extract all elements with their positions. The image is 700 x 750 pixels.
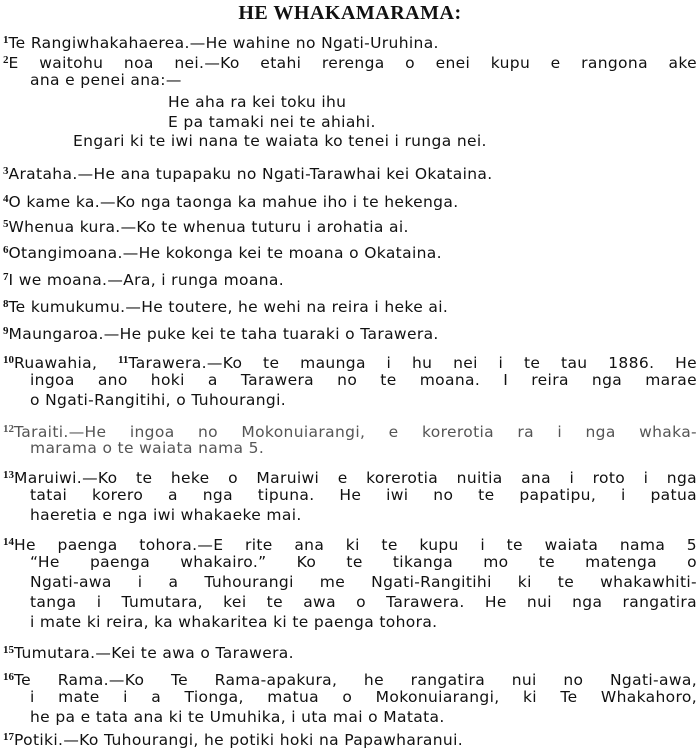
quoted-verse-line: E pa tamaki nei te ahiahi.	[168, 113, 376, 131]
note-line: o Ngati-Rangitihi, o Tuhourangi.	[30, 391, 287, 409]
note-line: $^{14}$He paenga tohora.—E rite ana ki te kupu i te waiata nama 5	[3, 536, 697, 554]
note-line: “He paenga whakairo.” Ko te tikanga mo te matenga o	[30, 553, 697, 571]
note-number: 2	[3, 54, 9, 66]
note-number: 15	[3, 644, 14, 656]
note-line: Engari ki te iwi nana te waiata ko tenei i runga nei.	[73, 132, 487, 150]
quoted-verse-line: He aha ra kei toku ihu	[168, 93, 347, 111]
note-line: $^8$Te kumukumu.—He toutere, he wehi na reira i heke ai.	[3, 298, 449, 316]
note-number: 12	[3, 423, 14, 435]
note-number: 6	[3, 244, 9, 256]
note-line: ingoa ano hoki a Tarawera no te moana. I reira nga marae	[30, 371, 697, 389]
note-line: tanga i Tumutara, kei te awa o Tarawera. He nui nga rangatira	[30, 593, 697, 611]
note-line: $^{12}$Taraiti.—He ingoa no Mokonuiarangi, e korerotia ra i nga whaka-	[3, 423, 697, 441]
note-number: 8	[3, 298, 9, 310]
note-number: 4	[3, 193, 9, 205]
note-line: $^2$E waitohu noa nei.—Ko etahi rerenga o enei kupu e rangona ake	[3, 54, 697, 72]
note-number: 3	[3, 165, 9, 177]
note-line: $^{16}$Te Rama.—Ko Te Rama-apakura, he rangatira nui no Ngati-awa,	[3, 671, 697, 689]
note-line: marama o te waiata nama 5.	[30, 439, 265, 457]
note-line: i mate i a Tionga, matua o Mokonuiarangi, ki Te Whakahoro,	[30, 688, 697, 706]
note-number: 7	[3, 271, 9, 283]
note-line: $^5$Whenua kura.—Ko te whenua tuturu i arohatia ai.	[3, 218, 409, 236]
note-line: $^{17}$Potiki.—Ko Tuhourangi, he potiki hoki na Papawharanui.	[3, 731, 464, 749]
note-number: 11	[118, 354, 129, 366]
note-line: he pa e tata ana ki te Umuhika, i uta mai o Matata.	[30, 708, 445, 726]
note-number: 1	[3, 34, 9, 46]
note-number: 5	[3, 218, 9, 230]
note-line: $^3$Arataha.—He ana tupapaku no Ngati-Tarawhai kei Okataina.	[3, 165, 493, 183]
note-line: $^{10}$Ruawahia, $^{11}$Tarawera.—Ko te maunga i hu nei i te tau 1886. He	[3, 354, 697, 372]
note-line: haeretia e nga iwi whakaeke mai.	[30, 506, 302, 524]
page-title: HE WHAKAMARAMA:	[238, 2, 462, 24]
note-number: 10	[3, 354, 14, 366]
note-number: 13	[3, 469, 14, 481]
note-line: $^7$I we moana.—Ara, i runga moana.	[3, 271, 284, 289]
note-line: $^4$O kame ka.—Ko nga taonga ka mahue iho i te hekenga.	[3, 193, 459, 211]
note-line: $^{15}$Tumutara.—Kei te awa o Tarawera.	[3, 644, 294, 662]
note-number: 16	[3, 671, 14, 683]
note-line: $^9$Maungaroa.—He puke kei te taha tuaraki o Tarawera.	[3, 325, 439, 343]
note-line: $^6$Otangimoana.—He kokonga kei te moana o Okataina.	[3, 244, 442, 262]
note-line: $^{13}$Maruiwi.—Ko te heke o Maruiwi e korerotia nuitia ana i roto i nga	[3, 469, 697, 487]
note-number: 14	[3, 536, 14, 548]
note-line: $^1$Te Rangiwhakahaerea.—He wahine no Ngati-Uruhina.	[3, 34, 439, 52]
note-number: 17	[3, 731, 14, 743]
note-line: i mate ki reira, ka whakaritea ki te paenga tohora.	[30, 613, 438, 631]
note-number: 9	[3, 325, 9, 337]
note-line: Ngati-awa i a Tuhourangi me Ngati-Rangitihi ki te whakawhiti-	[30, 573, 697, 591]
note-line: ana e penei ana:—	[30, 71, 182, 89]
note-line: tatai korero a nga tipuna. He iwi no te papatipu, i patua	[30, 486, 697, 504]
